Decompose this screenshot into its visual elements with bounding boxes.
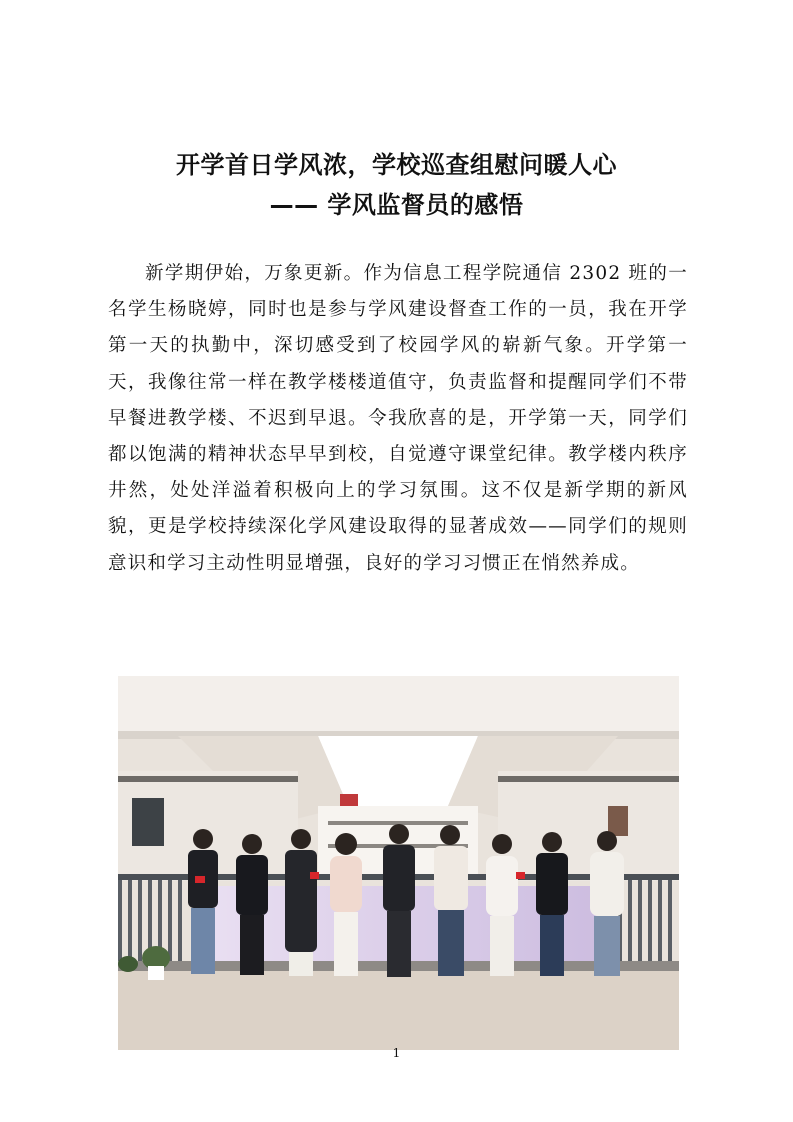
document-title: 开学首日学风浓，学校巡查组慰问暖人心	[176, 151, 617, 179]
article-body	[108, 256, 688, 582]
body-paragraph: 新学期伊始，万象更新。作为信息工程学院通信 2302 班的一名学生杨晓婷，同时也是参与学风建设督查工作的一员，我在开学第一天的执勤中，深切感受到了校园学风的崭新气象。开学第一天，我像往常一样在教学楼楼道值守，负责监督和提醒同学们不带早餐进教学楼、不迟到早退。令我欣喜的是，开学第一天，同学们都以饱满的精神状态早早到校，自觉遵守课堂纪律。教学楼内秩序井然，处处洋溢着积极向上的学习氛围。这不仅是新学期的新风貌，更是学校持续深化学风建设取得的显著成效——同学们的规则意识和学习主动性明显增强，良好的学习习惯正在悄然养成。	[108, 263, 688, 574]
group-photo	[118, 676, 679, 1050]
document-subtitle: —— 学风监督员的感悟	[269, 191, 524, 219]
group-photo-icon	[118, 676, 679, 1050]
page-number: 1	[392, 1046, 401, 1060]
